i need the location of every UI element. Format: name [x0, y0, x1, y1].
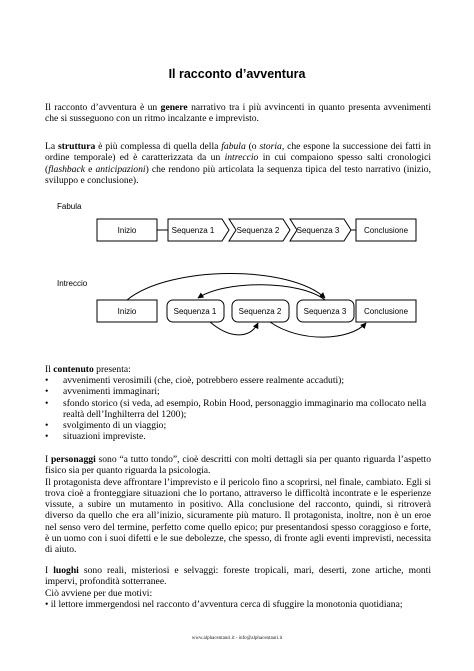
intreccio-label: Intreccio: [57, 279, 88, 288]
intreccio-box-sequenza-1-label: Sequenza 1: [173, 307, 217, 316]
intreccio-row: [97, 273, 416, 337]
fabula-intreccio-diagram: [0, 195, 474, 345]
intreccio-box-conclusione-label: Conclusione: [363, 307, 409, 316]
fabula-box-sequenza-1-label: Sequenza 1: [171, 226, 215, 235]
contenuto-heading: Il contenuto presenta:: [45, 364, 131, 375]
list-item: • svolgimento di un viaggio;: [45, 420, 431, 431]
intreccio-box-inizio-label: Inizio: [117, 307, 137, 316]
page-footer: www.alphacentauri.it - info@alphacentauri.it: [191, 636, 283, 641]
intro-paragraph: Il racconto d’avventura è un genere narrativo tra i più avvincenti in quanto presenta avvenimenti che si susseguono con un ritmo incalzante e imprevisto.: [45, 102, 432, 125]
personaggi-paragraph: I personaggi sono “a tutto tondo”, cioè descritti con molti dettagli sia per quanto riguarda l’aspetto fisico sia per quanto riguarda la psicologia. Il protagonista deve affrontare l’imprevisto e il pericolo fino a scoprirsi, nel finale, cambiato. Egli si trova cioè a fronteggiare situazioni che lo portano, attraverso le difficoltà incontrate e le esperienze vissute, a subire un mutamento in positivo. Alla conclusione del racconto, quindi, si ritroverà diverso da quello che era all’inizio, sicuramente più maturo. Il protagonista, inoltre, non è un eroe nel senso vero del termine, perfetto come quello epico; pur presentandosi spesso coraggioso e forte, è un uomo con i suoi difetti e le sue debolezze, che spesso, di fronte agli eventi imprevisti, necessita di aiuto.: [45, 454, 431, 556]
intreccio-box-sequenza-2-label: Sequenza 2: [238, 307, 282, 316]
fabula-row: [97, 219, 416, 241]
list-item: • avvenimenti verosimili (che, cioè, potrebbero essere realmente accaduti);: [45, 375, 431, 386]
list-item: • sfondo storico (si veda, ad esempio, Robin Hood, personaggio immaginario ma collocato nella realtà dell’Inghilterra del 1200);: [45, 398, 431, 421]
arc-sequenza-2-to-conclusione: [270, 322, 366, 337]
intreccio-box-sequenza-3-label: Sequenza 3: [303, 307, 347, 316]
fabula-label: Fabula: [57, 202, 82, 211]
fabula-box-sequenza-3-label: Sequenza 3: [296, 226, 340, 235]
fabula-box-sequenza-2-label: Sequenza 2: [236, 226, 280, 235]
contenuto-list: [45, 375, 431, 443]
fabula-box-conclusione-label: Conclusione: [363, 226, 409, 235]
fabula-box-inizio-label: Inizio: [117, 226, 137, 235]
page-title: Il racconto d’avventura: [168, 67, 306, 81]
struttura-paragraph: La struttura è più complessa di quella della fabula (o storia, che espone la successione dei fatti in ordine temporale) ed è caratterizzata da un intreccio in cui compaiono spesso salti cronologici (flashback e anticipazioni) che rendono più articolata la sequenza tipica del testo narrativo (inizio, sviluppo e conclusione).: [45, 141, 431, 186]
list-item: • situazioni impreviste.: [45, 431, 431, 442]
list-item: • avvenimenti immaginari;: [45, 386, 431, 397]
arc-sequenza-1-to-sequenza-2: [210, 322, 258, 335]
arc-inizio-to-sequenza-3: [127, 273, 325, 300]
arc-sequenza-3-to-sequenza-1: [198, 285, 325, 300]
luoghi-paragraph: I luoghi sono reali, misteriosi e selvaggi: foreste tropicali, mari, deserti, zone artiche, monti impervi, profondità sotterranee. Ciò avviene per due motivi: • il lettore immergendosi nel racconto d’avventura cerca di sfuggire la monotonia quotidiana;: [45, 565, 431, 610]
